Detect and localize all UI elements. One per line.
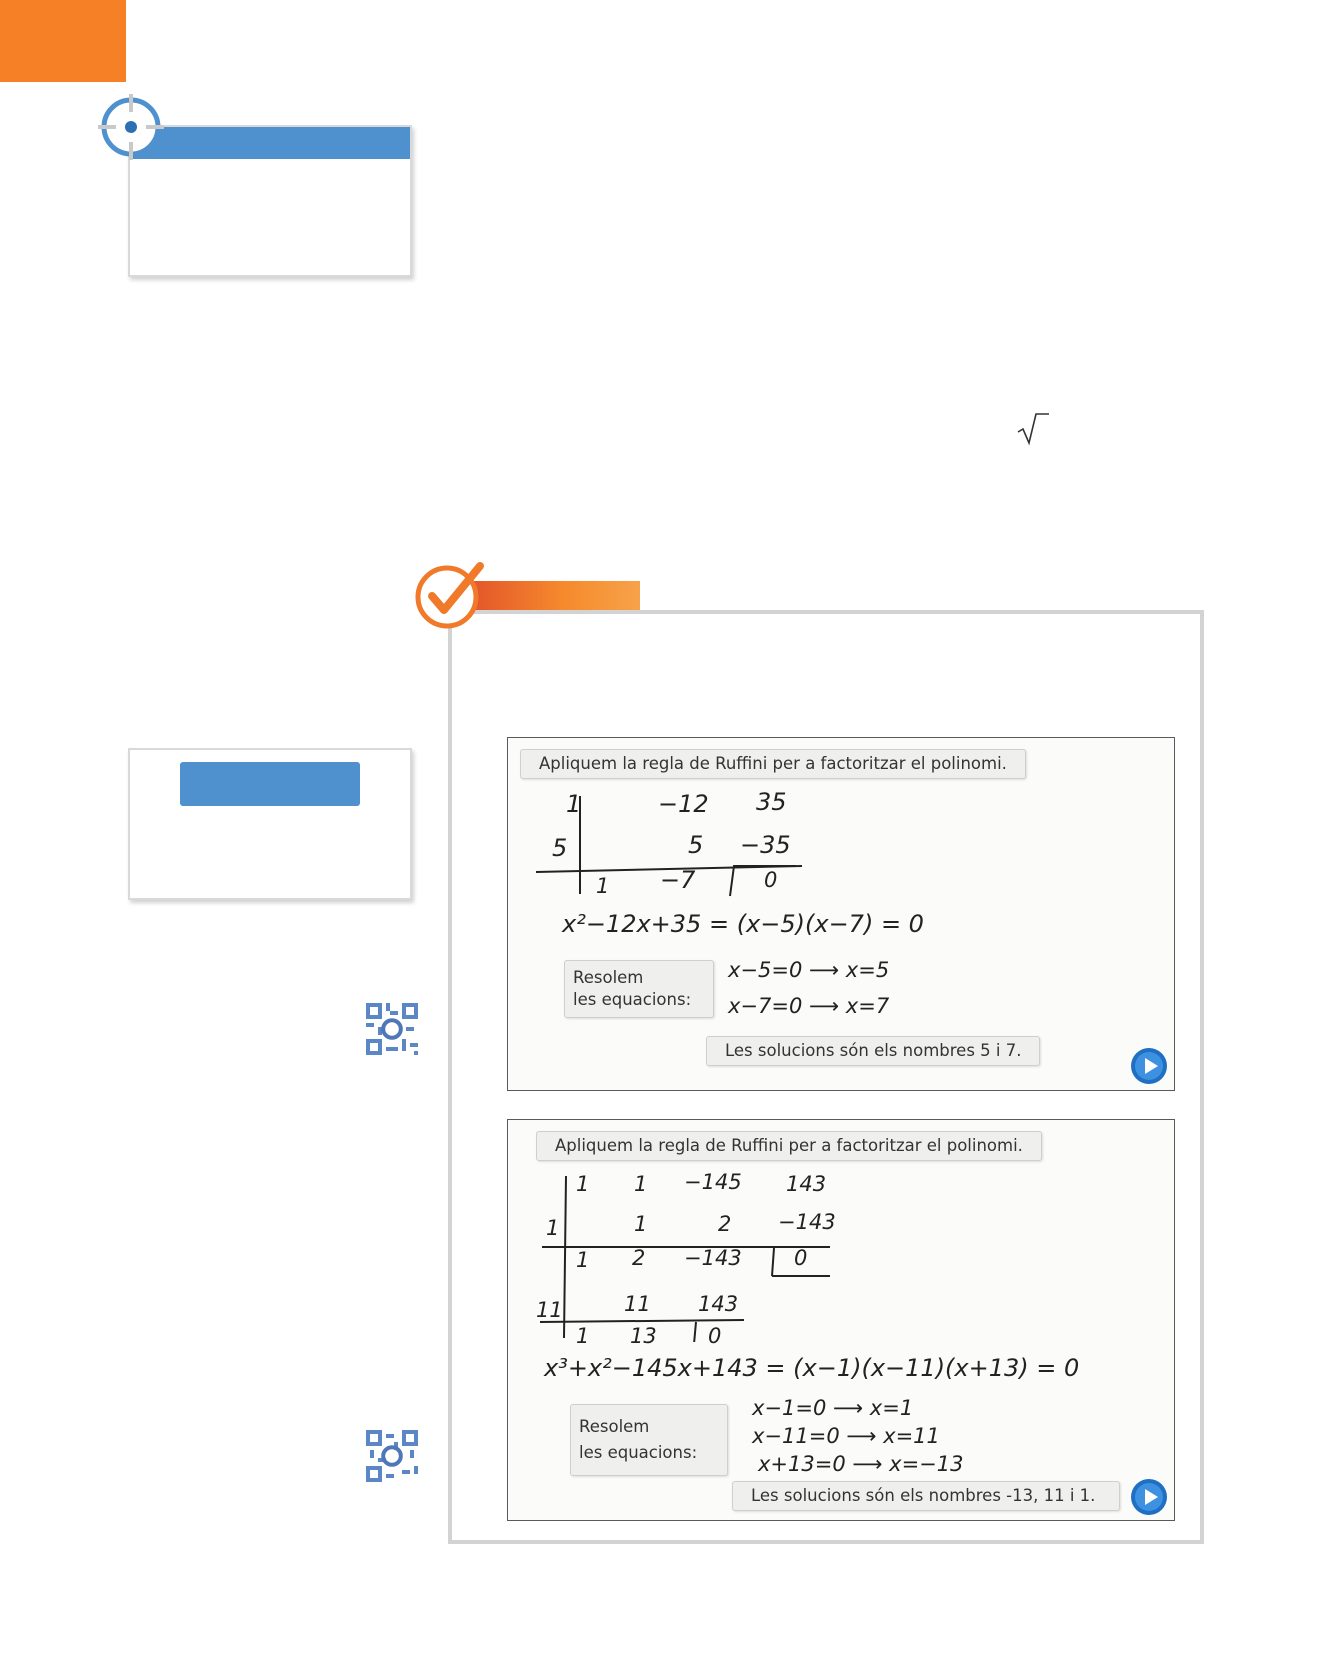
check-icon <box>414 560 486 630</box>
example-panel-2 <box>507 1119 1175 1521</box>
ruffini-remainder: 0 <box>764 868 778 892</box>
ruffini-coef: 1 <box>576 1172 590 1196</box>
qr-code-icon[interactable] <box>366 1003 418 1055</box>
ruffini-product: 11 <box>624 1292 651 1316</box>
solutions-label: Les solucions són els nombres 5 i 7. <box>706 1036 1040 1066</box>
solve-label: Resolem les equacions: <box>564 960 714 1018</box>
ruffini-result: 1 <box>576 1324 590 1348</box>
equation-line: x−7=0 ⟶ x=7 <box>728 994 890 1018</box>
ruffini-result: −143 <box>684 1246 742 1270</box>
solutions-label: Les solucions són els nombres -13, 11 i 1. <box>732 1481 1120 1511</box>
side-note-header <box>180 762 360 806</box>
play-icon[interactable] <box>1130 1047 1168 1085</box>
factorization: x²−12x+35 = (x−5)(x−7) = 0 <box>562 910 924 938</box>
ruffini-result: 1 <box>596 874 610 898</box>
objective-box <box>128 125 412 277</box>
ruffini-coef: −12 <box>658 790 709 818</box>
ruffini-result: 2 <box>632 1246 646 1270</box>
ruffini-coef: −145 <box>684 1170 742 1194</box>
ruffini-product: 1 <box>634 1212 648 1236</box>
ruffini-product: 143 <box>698 1292 739 1316</box>
ruffini-result: −7 <box>660 866 696 894</box>
solve-label: Resolem les equacions: <box>570 1404 728 1476</box>
ruffini-divisor: 11 <box>536 1298 563 1322</box>
side-note-box <box>128 748 412 900</box>
equation-line: x−5=0 ⟶ x=5 <box>728 958 890 982</box>
ruffini-product: 5 <box>688 831 704 859</box>
ruffini-product: −143 <box>778 1210 836 1234</box>
panel-title: Apliquem la regla de Ruffini per a factoritzar el polinomi. <box>536 1131 1042 1161</box>
ruffini-coef: 1 <box>566 790 582 818</box>
panel-title: Apliquem la regla de Ruffini per a factoritzar el polinomi. <box>520 749 1026 779</box>
equation-line: x+13=0 ⟶ x=−13 <box>758 1452 964 1476</box>
ruffini-remainder: 0 <box>794 1246 808 1270</box>
square-root-sign <box>1016 410 1050 446</box>
equation-line: x−11=0 ⟶ x=11 <box>752 1424 940 1448</box>
factorization: x³+x²−145x+143 = (x−1)(x−11)(x+13) = 0 <box>544 1354 1080 1382</box>
example-panel-1 <box>507 737 1175 1091</box>
qr-code-icon[interactable] <box>366 1430 418 1482</box>
equation-line: x−1=0 ⟶ x=1 <box>752 1396 914 1420</box>
ruffini-remainder: 0 <box>708 1324 722 1348</box>
example-banner <box>470 581 640 610</box>
ruffini-product: 2 <box>718 1212 732 1236</box>
target-icon <box>96 92 166 162</box>
ruffini-divisor: 1 <box>546 1216 560 1240</box>
ruffini-result: 1 <box>576 1248 590 1272</box>
ruffini-product: −35 <box>740 831 791 859</box>
ruffini-coef: 1 <box>634 1172 648 1196</box>
objective-box-header <box>130 127 410 159</box>
play-icon[interactable] <box>1130 1478 1168 1516</box>
ruffini-result: 13 <box>630 1324 657 1348</box>
ruffini-divisor: 5 <box>552 834 568 862</box>
ruffini-coef: 35 <box>756 788 787 816</box>
ruffini-coef: 143 <box>786 1172 827 1196</box>
corner-tab <box>0 0 126 82</box>
